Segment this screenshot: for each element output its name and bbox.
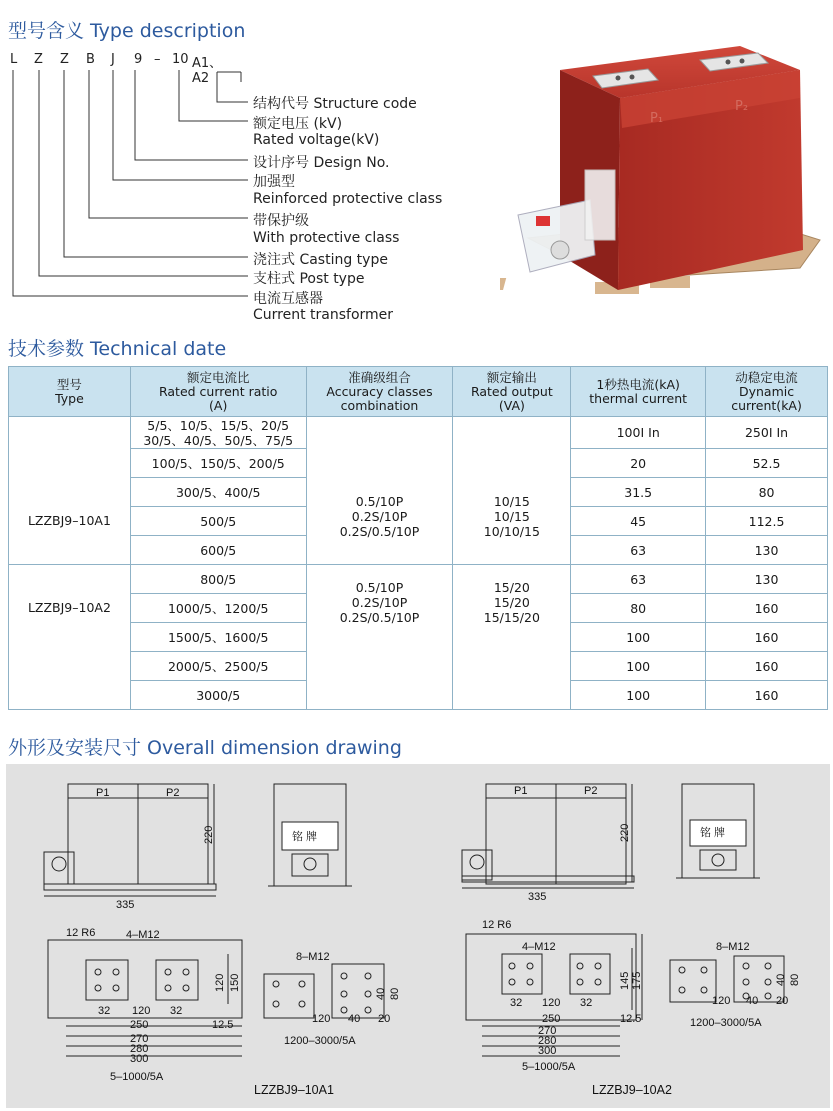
desc-reinforced-cn: 加强型 bbox=[253, 174, 295, 190]
a1-p1: P1 bbox=[96, 787, 110, 799]
code-letter: 9 bbox=[134, 52, 143, 67]
a2-m40: 40 bbox=[746, 995, 759, 1007]
thermal-cell: 100I In bbox=[571, 417, 706, 449]
a1-m40v: 40 bbox=[375, 987, 387, 1000]
technical-data-title: 技术参数 Technical date bbox=[8, 338, 227, 360]
a2-d32b: 32 bbox=[580, 997, 593, 1009]
a1-range1: 5–1000/5A bbox=[110, 1071, 164, 1083]
ratio-cell: 800/5 bbox=[130, 565, 306, 594]
header-type: 型号 Type bbox=[9, 367, 131, 417]
output-cell-a2: 15/20 15/20 15/15/20 bbox=[453, 565, 571, 710]
a1-d32a: 32 bbox=[98, 1005, 111, 1017]
a1-nameplate: 铭 牌 bbox=[292, 831, 318, 843]
thermal-cell: 20 bbox=[571, 449, 706, 478]
type-code-leader-lines bbox=[0, 0, 260, 310]
ratio-cell: 2000/5、2500/5 bbox=[130, 652, 306, 681]
desc-structure-code: 结构代号 Structure code bbox=[253, 96, 417, 112]
code-letter: 10 bbox=[172, 52, 189, 67]
ratio-cell: 5/5、10/5、15/5、20/5 30/5、40/5、50/5、75/5 bbox=[130, 417, 306, 449]
a2-d32a: 32 bbox=[510, 997, 523, 1009]
technical-data-table bbox=[8, 366, 828, 710]
thermal-cell: 63 bbox=[571, 565, 706, 594]
code-letter: Z bbox=[60, 52, 69, 67]
p1-label: P₁ bbox=[650, 111, 664, 126]
a2-d145: 145 bbox=[619, 971, 631, 990]
a1-m80v: 80 bbox=[389, 987, 401, 1000]
a1-d150: 150 bbox=[229, 973, 241, 992]
a2-model: LZZBJ9–10A2 bbox=[592, 1083, 672, 1097]
a2-d120: 120 bbox=[542, 997, 561, 1009]
ratio-cell: 3000/5 bbox=[130, 681, 306, 710]
dynamic-cell: 52.5 bbox=[706, 449, 828, 478]
a2-mount-a bbox=[670, 960, 716, 1002]
desc-rated-voltage-cn: 额定电压 (kV) bbox=[253, 116, 343, 132]
ratio-cell: 600/5 bbox=[130, 536, 306, 565]
dynamic-cell: 160 bbox=[706, 652, 828, 681]
a1-d270: 270 bbox=[130, 1033, 149, 1045]
dimension-drawing-panel bbox=[6, 764, 830, 1108]
header-current-ratio: 额定电流比 Rated current ratio (A) bbox=[130, 367, 306, 417]
dynamic-cell: 130 bbox=[706, 536, 828, 565]
a1-r6: 12 R6 bbox=[66, 927, 96, 939]
ratio-cell: 1000/5、1200/5 bbox=[130, 594, 306, 623]
a2-r6: 12 R6 bbox=[482, 919, 512, 931]
a2-width: 335 bbox=[528, 891, 547, 903]
a1-range2: 1200–3000/5A bbox=[284, 1035, 356, 1047]
thermal-cell: 45 bbox=[571, 507, 706, 536]
type-description-title: 型号含义 Type description bbox=[8, 20, 246, 42]
a1-height: 220 bbox=[203, 825, 215, 844]
type-cell-a2: LZZBJ9–10A2 bbox=[9, 565, 131, 710]
a1-m120: 120 bbox=[312, 1013, 331, 1025]
code-letter: Z bbox=[34, 52, 43, 67]
a1-d120: 120 bbox=[132, 1005, 151, 1017]
dynamic-cell: 160 bbox=[706, 681, 828, 710]
desc-design-no: 设计序号 Design No. bbox=[253, 155, 390, 171]
thermal-cell: 100 bbox=[571, 681, 706, 710]
a1-m12b: 8–M12 bbox=[296, 951, 330, 963]
ratio-cell: 300/5、400/5 bbox=[130, 478, 306, 507]
ratio-cell: 500/5 bbox=[130, 507, 306, 536]
header-output: 额定输出 Rated output (VA) bbox=[453, 367, 571, 417]
type-cell-a1: LZZBJ9–10A1 bbox=[9, 417, 131, 565]
dimension-drawing-title: 外形及安装尺寸 Overall dimension drawing bbox=[8, 737, 402, 759]
a2-d300: 300 bbox=[538, 1045, 557, 1057]
dynamic-cell: 250I In bbox=[706, 417, 828, 449]
code-letter: L bbox=[10, 52, 18, 67]
a1-model: LZZBJ9–10A1 bbox=[254, 1083, 334, 1097]
desc-reinforced-en: Reinforced protective class bbox=[253, 191, 443, 207]
table-row bbox=[9, 417, 828, 449]
a1-width: 335 bbox=[116, 899, 135, 911]
table-row bbox=[9, 565, 828, 594]
dimension-drawings bbox=[6, 764, 830, 1108]
a2-m80v: 80 bbox=[789, 973, 801, 986]
header-thermal: 1秒热电流(kA) thermal current bbox=[571, 367, 706, 417]
a2-m20: 20 bbox=[776, 995, 789, 1007]
a1-m12a: 4–M12 bbox=[126, 929, 160, 941]
a2-height: 220 bbox=[619, 823, 631, 842]
dynamic-cell: 160 bbox=[706, 594, 828, 623]
a2-range1: 5–1000/5A bbox=[522, 1061, 576, 1073]
output-cell-a1: 10/15 10/15 10/10/15 bbox=[453, 417, 571, 565]
p2-label: P₂ bbox=[735, 99, 749, 114]
a2-m12a: 4–M12 bbox=[522, 941, 556, 953]
a2-m40v: 40 bbox=[775, 973, 787, 986]
accuracy-cell-a1: 0.5/10P 0.2S/10P 0.2S/0.5/10P bbox=[306, 417, 453, 565]
a2-d12_5: 12.5 bbox=[620, 1013, 642, 1025]
a1-d300: 300 bbox=[130, 1053, 149, 1065]
a2-m120: 120 bbox=[712, 995, 731, 1007]
desc-protective-cn: 带保护级 bbox=[253, 213, 309, 229]
a2-p2: P2 bbox=[584, 785, 598, 797]
desc-current-transformer-en: Current transformer bbox=[253, 307, 394, 323]
a2-d280: 280 bbox=[538, 1035, 557, 1047]
dynamic-cell: 80 bbox=[706, 478, 828, 507]
a2-p1: P1 bbox=[514, 785, 528, 797]
a1-mount-a bbox=[264, 974, 314, 1018]
a1-p2: P2 bbox=[166, 787, 180, 799]
desc-rated-voltage-en: Rated voltage(kV) bbox=[253, 132, 380, 148]
thermal-cell: 63 bbox=[571, 536, 706, 565]
ratio-cell: 1500/5、1600/5 bbox=[130, 623, 306, 652]
desc-casting-type: 浇注式 Casting type bbox=[253, 252, 388, 268]
code-letter: – bbox=[154, 52, 161, 67]
code-letter: J bbox=[111, 52, 115, 67]
accuracy-cell-a2: 0.5/10P 0.2S/10P 0.2S/0.5/10P bbox=[306, 565, 453, 710]
a1-d12_5: 12.5 bbox=[212, 1019, 234, 1031]
a1-d250: 250 bbox=[130, 1019, 149, 1031]
desc-current-transformer-cn: 电流互感器 bbox=[253, 291, 323, 307]
dynamic-cell: 112.5 bbox=[706, 507, 828, 536]
a2-d175: 175 bbox=[631, 971, 643, 990]
a1-d120v: 120 bbox=[214, 973, 226, 992]
thermal-cell: 100 bbox=[571, 652, 706, 681]
dynamic-cell: 160 bbox=[706, 623, 828, 652]
ratio-cell: 100/5、150/5、200/5 bbox=[130, 449, 306, 478]
desc-post-type: 支柱式 Post type bbox=[253, 271, 365, 287]
thermal-cell: 31.5 bbox=[571, 478, 706, 507]
product-photo bbox=[500, 40, 830, 320]
a1-m40: 40 bbox=[348, 1013, 361, 1025]
header-dynamic: 动稳定电流 Dynamic current(kA) bbox=[706, 367, 828, 417]
code-letter: A1、A2 bbox=[192, 56, 223, 86]
a2-nameplate: 铭 牌 bbox=[700, 827, 726, 839]
a2-range2: 1200–3000/5A bbox=[690, 1017, 762, 1029]
thermal-cell: 100 bbox=[571, 623, 706, 652]
code-letter: B bbox=[86, 52, 95, 67]
a1-d32b: 32 bbox=[170, 1005, 183, 1017]
a1-d280: 280 bbox=[130, 1043, 149, 1055]
a1-m20: 20 bbox=[378, 1013, 391, 1025]
a2-m12b: 8–M12 bbox=[716, 941, 750, 953]
thermal-cell: 80 bbox=[571, 594, 706, 623]
header-accuracy: 准确级组合 Accuracy classes combination bbox=[306, 367, 453, 417]
a2-d250: 250 bbox=[542, 1013, 561, 1025]
dynamic-cell: 130 bbox=[706, 565, 828, 594]
a2-d270: 270 bbox=[538, 1025, 557, 1037]
desc-protective-en: With protective class bbox=[253, 230, 400, 246]
